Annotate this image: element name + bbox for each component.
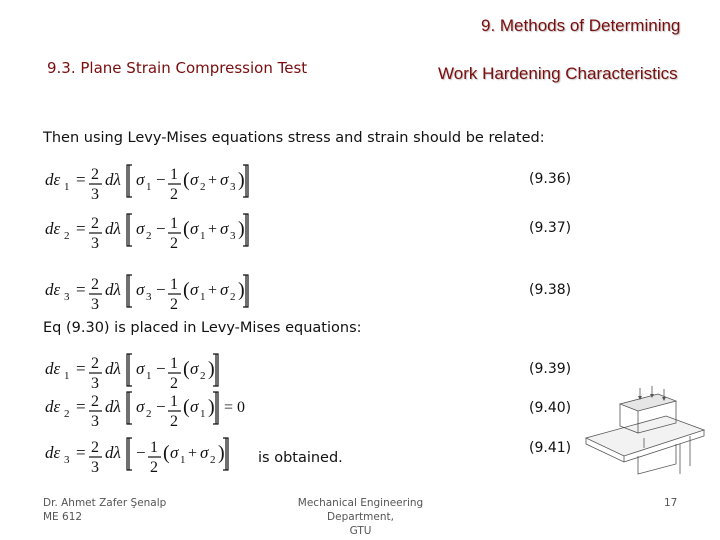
subscript: 3 <box>230 181 236 193</box>
course-code: ME 612 <box>43 511 83 523</box>
stress-symbol: σ <box>190 170 199 189</box>
stress-symbol: σ <box>220 170 229 189</box>
subscript: 1 <box>64 181 70 193</box>
subscript: 2 <box>200 181 206 193</box>
subscript: 3 <box>146 291 152 303</box>
fraction-numerator: 2 <box>91 166 99 183</box>
equals-sign: = <box>76 170 86 189</box>
author-name: Dr. Ahmet Zafer Şenalp <box>43 497 167 509</box>
fraction-denominator: 3 <box>91 375 99 392</box>
close-parenthesis: ) <box>238 279 245 301</box>
subscript: 1 <box>180 454 186 466</box>
stress-symbol: σ <box>220 280 229 299</box>
subscript: 2 <box>230 291 236 303</box>
equation-number: (9.38) <box>529 282 572 298</box>
fraction-denominator: 3 <box>91 296 99 313</box>
subscript: 3 <box>64 454 70 466</box>
close-parenthesis: ) <box>238 169 245 191</box>
fraction-numerator: 2 <box>91 439 99 456</box>
left-bracket <box>127 275 132 307</box>
intro-text: Then using Levy-Mises equations stress and strain should be related: <box>43 130 545 146</box>
levy-mises-equation <box>45 354 218 392</box>
close-parenthesis: ) <box>238 218 245 240</box>
equation-number: (9.39) <box>529 361 572 377</box>
stress-symbol: σ <box>136 359 145 378</box>
left-bracket <box>127 165 132 197</box>
footer-author <box>43 496 166 524</box>
minus-sign: − <box>156 280 166 299</box>
subscript: 1 <box>200 230 206 242</box>
levy-mises-equation <box>45 275 248 313</box>
subscript: 2 <box>64 230 70 242</box>
open-parenthesis: ( <box>183 358 190 380</box>
fraction-numerator: 1 <box>170 276 178 293</box>
department-name: Mechanical Engineering Department, <box>297 497 424 523</box>
plastic-multiplier: dλ <box>105 397 121 416</box>
equation-number: (9.40) <box>529 400 572 416</box>
equation-number: (9.36) <box>529 171 572 187</box>
subscript: 2 <box>146 230 152 242</box>
plastic-multiplier: dλ <box>105 359 121 378</box>
fraction-numerator: 1 <box>170 215 178 232</box>
fraction-numerator: 2 <box>91 393 99 410</box>
stress-symbol: σ <box>136 280 145 299</box>
page-number: 17 <box>664 497 678 509</box>
open-parenthesis: ( <box>183 169 190 191</box>
equals-sign: = <box>76 397 86 416</box>
equation-number: (9.37) <box>529 220 572 236</box>
strain-increment-symbol: dε <box>45 443 61 462</box>
fraction-denominator: 3 <box>91 413 99 430</box>
university-name: GTU <box>349 525 372 537</box>
plastic-multiplier: dλ <box>105 170 121 189</box>
stress-symbol: σ <box>190 280 199 299</box>
subscript: 2 <box>146 408 152 420</box>
strain-increment-symbol: dε <box>45 219 61 238</box>
subscript: 1 <box>64 370 70 382</box>
close-parenthesis: ) <box>208 358 215 380</box>
fraction-denominator: 2 <box>150 459 158 476</box>
subscript: 2 <box>200 370 206 382</box>
stress-symbol: σ <box>136 397 145 416</box>
plastic-multiplier: dλ <box>105 443 121 462</box>
plane-strain-compression-diagram <box>580 386 710 481</box>
equals-sign: = <box>76 443 86 462</box>
plastic-multiplier: dλ <box>105 219 121 238</box>
footer-department <box>268 496 453 538</box>
levy-mises-equation <box>45 438 228 476</box>
strain-increment-symbol: dε <box>45 280 61 299</box>
subsection-title: 9.3. Plane Strain Compression Test <box>47 59 308 77</box>
subscript: 1 <box>146 181 152 193</box>
open-parenthesis: ( <box>183 396 190 418</box>
left-bracket <box>127 354 132 386</box>
plus-sign: + <box>208 221 218 238</box>
fraction-denominator: 2 <box>170 235 178 252</box>
subscript: 1 <box>200 291 206 303</box>
subscript: 2 <box>64 408 70 420</box>
fraction-numerator: 2 <box>91 215 99 232</box>
minus-sign: − <box>156 397 166 416</box>
left-bracket <box>127 214 132 246</box>
plastic-multiplier: dλ <box>105 280 121 299</box>
fraction-denominator: 2 <box>170 186 178 203</box>
minus-sign: − <box>156 170 166 189</box>
fraction-denominator: 3 <box>91 186 99 203</box>
stress-symbol: σ <box>200 443 209 462</box>
levy-mises-equation <box>45 392 245 430</box>
levy-mises-equation <box>45 214 248 252</box>
strain-increment-symbol: dε <box>45 359 61 378</box>
open-parenthesis: ( <box>183 279 190 301</box>
fraction-denominator: 2 <box>170 296 178 313</box>
equals-sign: = <box>76 359 86 378</box>
strain-increment-symbol: dε <box>45 397 61 416</box>
plus-sign: + <box>208 172 218 189</box>
equals-zero: = 0 <box>224 399 246 416</box>
stress-symbol: σ <box>136 219 145 238</box>
subscript: 1 <box>200 408 206 420</box>
is-obtained-text: is obtained. <box>258 450 343 466</box>
plus-sign: + <box>208 282 218 299</box>
stress-symbol: σ <box>136 170 145 189</box>
open-parenthesis: ( <box>163 442 170 464</box>
equation-number: (9.41) <box>529 440 572 456</box>
section-title-line2: Work Hardening Characteristics <box>438 64 678 83</box>
left-bracket <box>127 392 132 424</box>
strain-increment-symbol: dε <box>45 170 61 189</box>
fraction-numerator: 2 <box>91 276 99 293</box>
fraction-denominator: 2 <box>170 375 178 392</box>
fraction-denominator: 2 <box>170 413 178 430</box>
section-title-line1: 9. Methods of Determining <box>481 16 681 35</box>
minus-sign: − <box>136 443 146 462</box>
plus-sign: + <box>188 445 198 462</box>
stress-symbol: σ <box>220 219 229 238</box>
stress-symbol: σ <box>190 219 199 238</box>
close-parenthesis: ) <box>218 442 225 464</box>
stress-symbol: σ <box>170 443 179 462</box>
subscript: 3 <box>64 291 70 303</box>
equals-sign: = <box>76 219 86 238</box>
subscript: 3 <box>230 230 236 242</box>
minus-sign: − <box>156 359 166 378</box>
fraction-numerator: 1 <box>170 166 178 183</box>
fraction-numerator: 1 <box>170 355 178 372</box>
stress-symbol: σ <box>190 359 199 378</box>
left-bracket <box>127 438 132 470</box>
mid-text: Eq (9.30) is placed in Levy-Mises equations: <box>43 320 362 336</box>
fraction-numerator: 1 <box>150 439 158 456</box>
fraction-denominator: 3 <box>91 459 99 476</box>
open-parenthesis: ( <box>183 218 190 240</box>
fraction-numerator: 1 <box>170 393 178 410</box>
stress-symbol: σ <box>190 397 199 416</box>
fraction-denominator: 3 <box>91 235 99 252</box>
minus-sign: − <box>156 219 166 238</box>
levy-mises-equation <box>45 165 248 203</box>
close-parenthesis: ) <box>208 396 215 418</box>
fraction-numerator: 2 <box>91 355 99 372</box>
subscript: 1 <box>146 370 152 382</box>
equals-sign: = <box>76 280 86 299</box>
subscript: 2 <box>210 454 216 466</box>
